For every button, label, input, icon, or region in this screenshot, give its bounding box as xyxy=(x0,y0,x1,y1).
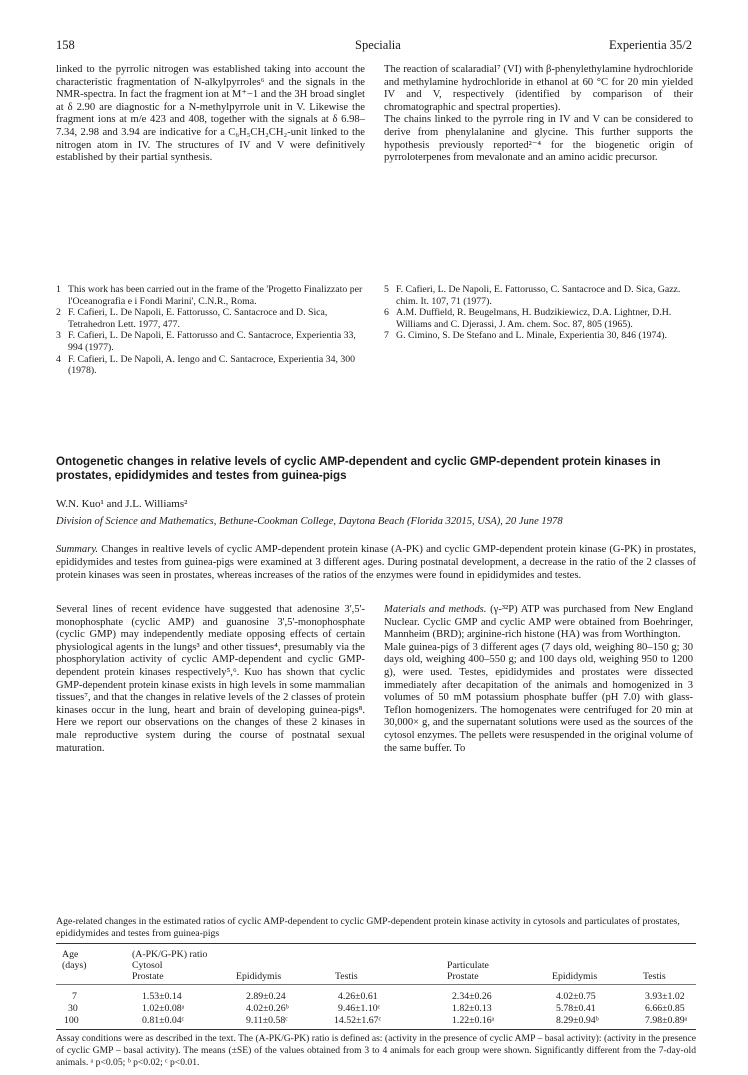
table-head-age: Age xyxy=(62,949,79,960)
footnotes-right xyxy=(384,284,694,342)
table-row-age: 7 xyxy=(72,991,77,1002)
table-bottom-rule xyxy=(56,1029,696,1030)
footnote-number: 7 xyxy=(384,330,389,342)
footnote-text: A.M. Duffield, R. Beugelmans, H. Budzikiewicz, D.A. Lightner, D.H. Williams and C. Djerassi, J. Am. chem. Soc. 87, 805 (1965). xyxy=(396,307,672,330)
methods-text: (γ-³²P) ATP was purchased from New England Nuclear. Cyclic GMP and cyclic AMP were obtained from Boehringer, Mannheim (BRD); arginine-rich histone (HA) was from Worthington. Male guinea-pigs of 3 different ages (7 days old, weighing 80–150 g; 30 days old, weighing 400–550 g; and 100 days old, weighing 950 to 1200 g), were used. Testes, epididymides and prostates were dissected immediately after decapitation of the animals and homogenized in 3 volumes of 50 mM potassium phosphate buffer (pH 7.0) with glass-Teflon homogenizers. The homogenates were centrifuged for 20 min at 30,000× g, and the supernatant solutions were used as the sources of the cytosol enzymes. The pellets were resuspended in the original volume of the same buffer. To xyxy=(384,604,693,754)
footnote-6 xyxy=(384,307,694,330)
footnote-text: This work has been carried out in the frame of the 'Progetto Finalizzato per l'Oceanografia e i Fondi Marini', C.N.R., Roma. xyxy=(68,284,363,307)
table-head-rule xyxy=(56,984,696,985)
table-col-prostate-cytosol: Prostate xyxy=(132,971,164,982)
footnote-7 xyxy=(384,330,694,342)
table-col-prostate-particulate: Prostate xyxy=(447,971,479,982)
table-head-cytosol: Cytosol xyxy=(132,960,163,971)
table-cell: 6.66±0.85 xyxy=(645,1003,685,1014)
footnote-2 xyxy=(56,307,366,330)
table-cell: 1.22±0.16ᵃ xyxy=(452,1015,495,1026)
table-cell: 1.82±0.13 xyxy=(452,1003,492,1014)
footnote-number: 5 xyxy=(384,284,389,295)
footnote-number: 1 xyxy=(56,284,61,295)
page-number: 158 xyxy=(56,38,75,52)
footnote-number: 4 xyxy=(56,353,61,365)
footnote-text: F. Cafieri, L. De Napoli, A. Iengo and C. Santacroce, Experientia 34, 300 (1978). xyxy=(68,353,356,377)
table-top-rule xyxy=(56,943,696,944)
intro-column: Several lines of recent evidence have suggested that adenosine 3',5'-monophosphate (cyclic AMP) and guanosine 3',5'-monophosphate (cyclic GMP) may independently mediate opposing effects of certain physiological agents in the lungs³ and other tissues⁴, presumably via the phosphorylation activity of cyclic AMP-dependent and cyclic GMP-dependent protein kinases respectively⁵,⁶. Kuo has shown that cyclic GMP-dependent protein kinase exists in high levels in some mammalian tissues⁷, and that the changes in relative levels of the 2 classes of protein kinases occur in the lung, heart and brain of developing guinea-pigs⁸. Here we report our observations on the changes of these 2 kinases in male reproductive system during the course of postnatal sexual maturation. xyxy=(56,604,365,754)
table-cell: 3.93±1.02 xyxy=(645,991,685,1002)
table-cell: 14.52±1.67ᶜ xyxy=(334,1015,382,1026)
methods-column xyxy=(384,604,693,755)
table-caption: Age-related changes in the estimated ratios of cyclic AMP-dependent to cyclic GMP-dependent protein kinase activity in cytosols and particulates of prostates, epididymides and testes from guinea-pigs xyxy=(56,916,680,939)
journal-issue: Experientia 35/2 xyxy=(609,38,692,52)
table-col-epididymis-cytosol: Epididymis xyxy=(236,971,282,982)
footnote-3 xyxy=(56,330,366,353)
footnote-4 xyxy=(56,354,366,377)
footnote-number: 3 xyxy=(56,330,61,342)
prev-article-right-column: The reaction of scalaradial⁷ (VI) with β-phenylethylamine hydrochloride and methylamine hydrochloride in ethanol at 60 °C for 20 min yielded IV and V, respectively (identified by comparison of their chromatographic and spectral properties). The chains linked to the pyrrole ring in IV and V can be considered to derive from phenylalanine and glycine. This further supports the hypothesis previously reported²⁻⁴ for the biogenetic origin of pyrroloterpenes from mevalonate and an amino acidic precursor. xyxy=(384,64,693,164)
table-cell: 1.53±0.14 xyxy=(142,991,182,1002)
table-cell: 8.29±0.94ᵇ xyxy=(556,1015,599,1026)
prev-article-left-column: linked to the pyrrolic nitrogen was established taking into account the characteristic fragmentation of N-alkylpyrroles⁶ and the signals in the NMR-spectra. In fact the fragment ion at M⁺−1 and the 3H broad singlet at δ 2.90 are diagnostic for a N-methylpyrrole unit in V. Likewise the fragment ions at m/e 423 and 408, together with the signals at δ 6.98–7.34, 2.98 and 3.94 are indicative for a C₆H₅CH₂CH₂-unit linked to the nitrogen atom in IV. The structures of IV and V were definitively established by their partial synthesis. xyxy=(56,64,365,164)
table-head-ratio: (A-PK/G-PK) ratio xyxy=(132,949,208,960)
table-cell: 7.98±0.89ᵃ xyxy=(645,1015,688,1026)
table-cell: 2.34±0.26 xyxy=(452,991,492,1002)
footnote-number: 6 xyxy=(384,307,389,319)
table-cell: 4.02±0.75 xyxy=(556,991,596,1002)
footnote-text: F. Cafieri, L. De Napoli, E. Fattorusso and C. Santacroce, Experientia 33, 994 (1977). xyxy=(68,330,356,353)
table-col-epididymis-particulate: Epididymis xyxy=(552,971,598,982)
table-cell: 1.02±0.08ᵃ xyxy=(142,1003,185,1014)
table-cell: 2.89±0.24 xyxy=(246,991,286,1002)
table-head-days: (days) xyxy=(62,960,87,971)
table-footnote: Assay conditions were as described in the text. The (A-PK/G-PK) ratio is defined as: (activity in the presence of cyclic AMP – basal activity): (activity in the presence of cyclic GMP – basal activity). The means (±SE) of the values obtained from 3 to 4 animals for each group were shown. Significantly different from the 7-day-old animals. ᵃ p<0.05; ᵇ p<0.02; ᶜ p<0.01. xyxy=(56,1033,696,1068)
table-row-age: 100 xyxy=(64,1015,79,1026)
table-cell: 5.78±0.41 xyxy=(556,1003,596,1014)
footnote-text: F. Cafieri, L. De Napoli, E. Fattorusso, C. Santacroce and D. Sica, Tetrahedron Lett. 1977, 477. xyxy=(68,307,328,330)
table-row-age: 30 xyxy=(68,1003,78,1014)
table-cell: 9.11±0.58ᶜ xyxy=(246,1015,288,1026)
section-title: Specialia xyxy=(355,38,401,52)
article-summary xyxy=(56,544,696,582)
table-cell: 0.81±0.04ᶜ xyxy=(142,1015,185,1026)
table-col-testis-cytosol: Testis xyxy=(335,971,358,982)
footnote-5 xyxy=(384,284,694,307)
article-title: Ontogenetic changes in relative levels of cyclic AMP-dependent and cyclic GMP-dependent protein kinases in prostates, epididymides and testes from guinea-pigs xyxy=(56,455,661,482)
footnote-text: G. Cimino, S. De Stefano and L. Minale, Experientia 30, 846 (1974). xyxy=(396,330,667,342)
footnote-1 xyxy=(56,284,366,307)
table-col-testis-particulate: Testis xyxy=(643,971,666,982)
table-cell: 4.26±0.61 xyxy=(338,991,378,1002)
footnote-number: 2 xyxy=(56,307,61,319)
summary-text: Changes in realtive levels of cyclic AMP-dependent protein kinase (A-PK) and cyclic GMP-dependent protein kinase (G-PK) in prostates, epididymides and testes from guinea-pigs were examined at 3 different ages. During postnatal development, a decrease in the ratio of the 2 classes of protein kinases was seen in prostates, whereas increases of the ratios of the enzymes were found in epididymides and testes. xyxy=(56,544,696,581)
methods-label: Materials and methods. xyxy=(384,604,487,615)
table-head-particulate: Particulate xyxy=(447,960,489,971)
footnote-text: F. Cafieri, L. De Napoli, E. Fattorusso, C. Santacroce and D. Sica, Gazz. chim. It. 107, 71 (1977). xyxy=(396,284,681,307)
footnotes-left xyxy=(56,284,366,377)
article-authors: W.N. Kuo¹ and J.L. Williams² xyxy=(56,498,188,510)
table-cell: 4.02±0.26ᵇ xyxy=(246,1003,289,1014)
summary-label: Summary. xyxy=(56,544,99,555)
article-affiliation: Division of Science and Mathematics, Bethune-Cookman College, Daytona Beach (Florida 32015, USA), 20 June 1978 xyxy=(56,516,563,527)
table-cell: 9.46±1.10ᶜ xyxy=(338,1003,381,1014)
